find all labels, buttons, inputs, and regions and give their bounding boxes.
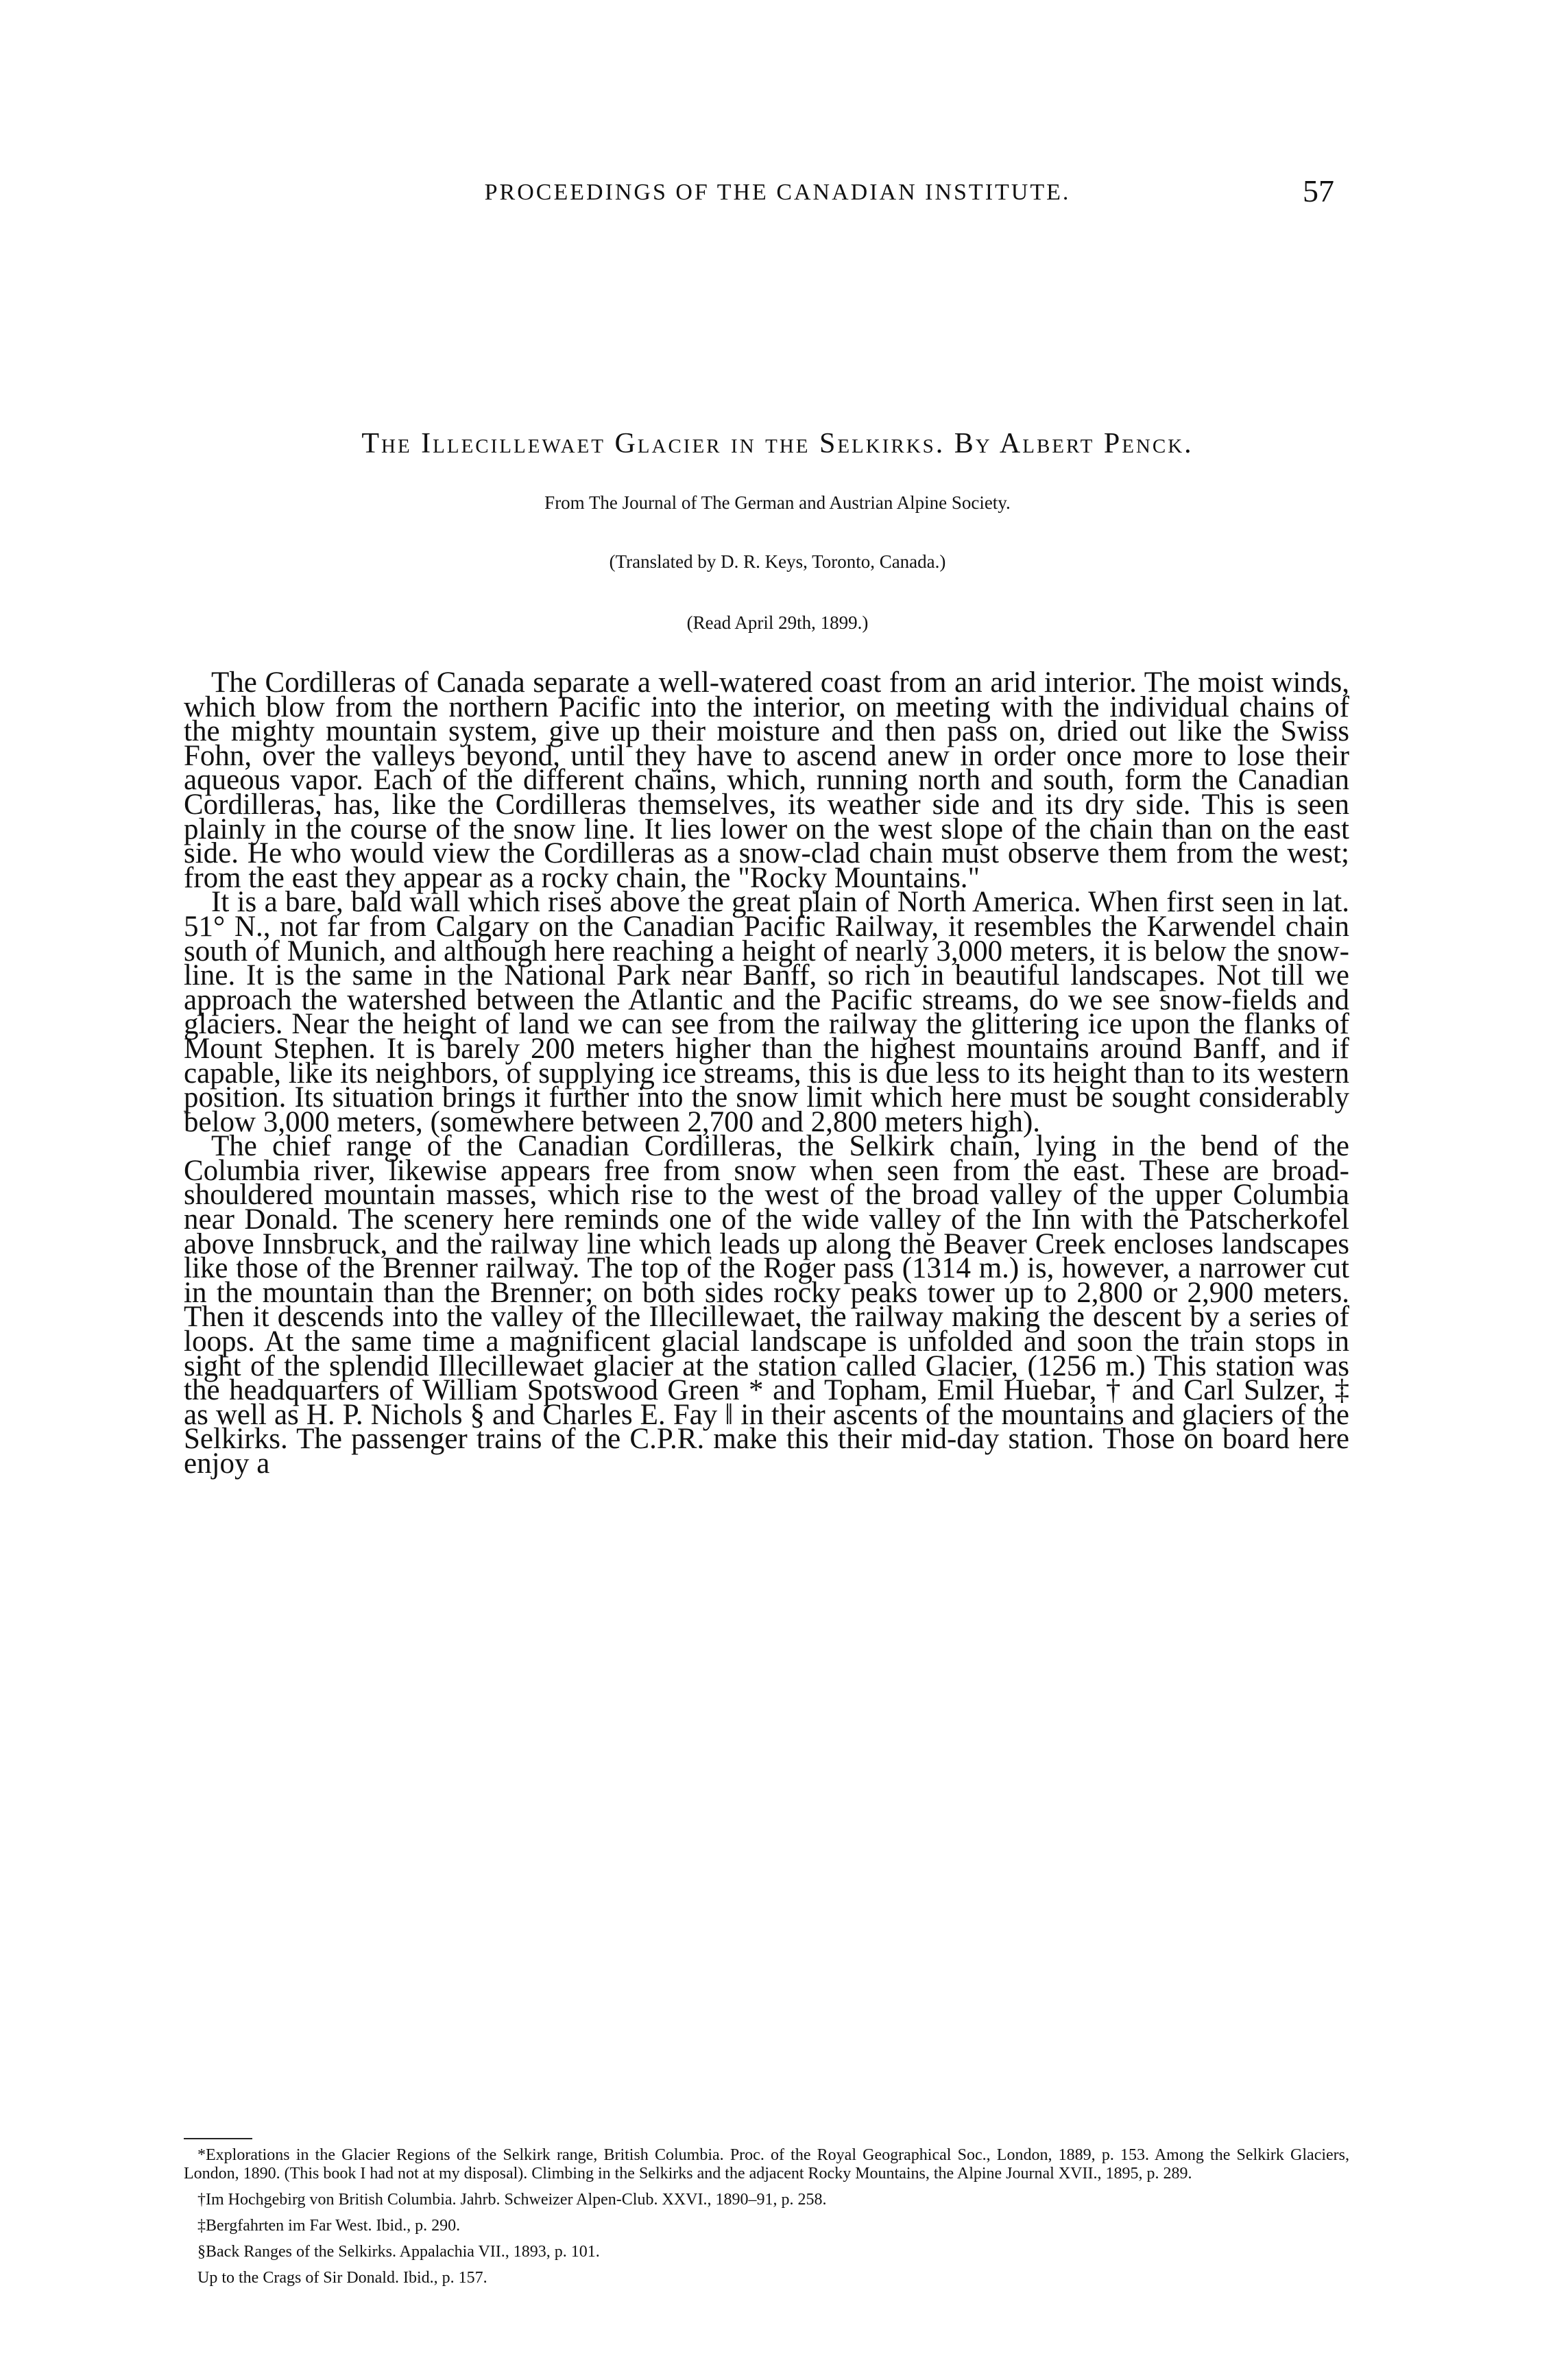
translator-note: (Translated by D. R. Keys, Toronto, Canada.) [609,551,946,572]
paragraph: The chief range of the Canadian Cordilleras, the Selkirk chain, lying in the bend of the Columbia river, likewise appears free from snow when seen from the east. These are broad-shouldered mountain masses, which rise to the west of the broad valley of the upper Columbia near Donald. The scenery here reminds one of the wide valley of the Inn with the Patscherkofel above Innsbruck, and the railway line which leads up along the Beaver Creek encloses landscapes like those of the Brenner railway. The top of the Roger pass (1314 m.) is, however, a narrower cut in the mountain than the Brenner; on both sides rocky peaks tower up to 2,800 or 2,900 meters. Then it descends into the valley of the Illecillewaet, the railway making the descent by a series of loops. At the same time a magnificent glacial landscape is unfolded and soon the train stops in sight of the splendid Illecillewaet glacier at the station called Glacier, (1256 m.) This station was the headquarters of William Spotswood Green * and Topham, Emil Huebar, † and Carl Sulzer, ‡ as well as H. P. Nichols § and Charles E. Fay ‖ in their ascents of the mountains and glaciers of the Selkirks. The passenger trains of the C.P.R. make this their mid-day station. Those on board here enjoy a [184,1130,1349,1480]
paragraph: The Cordilleras of Canada separate a well-watered coast from an arid interior. The moist winds, which blow from the northern Pacific into the interior, on meeting with the individual chains of the mighty mountain system, give up their moisture and then pass on, dried out like the Swiss Fohn, over the valleys beyond, until they have to ascend anew in order once more to lose their aqueous vapor. Each of the different chains, which, running north and south, form the Canadian Cordilleras, has, like the Cordilleras themselves, its weather side and its dry side. This is seen plainly in the course of the snow line. It lies lower on the west slope of the chain than on the east side. He who would view the Cordilleras as a snow-clad chain must observe them from the west; from the east they appear as a rocky chain, the "Rocky Mountains." [184,666,1349,894]
article-title: The Illecillewaet Glacier in the Selkirks. By Albert Penck. [361,428,1194,459]
footnote: †Im Hochgebirg von British Columbia. Jahrb. Schweizer Alpen-Club. XXVI., 1890–91, p. 258. [197,2191,827,2209]
running-head: PROCEEDINGS OF THE CANADIAN INSTITUTE. [484,180,1071,205]
page-number: 57 [1303,173,1334,208]
footnotes [184,2146,1349,2295]
article-source: From The Journal of The German and Austrian Alpine Society. [544,492,1011,513]
footnote: ‡Bergfahrten im Far West. Ibid., p. 290. [197,2217,461,2235]
footnote-divider [184,2138,252,2139]
paragraph: It is a bare, bald wall which rises above the great plain of North America. When first seen in lat. 51° N., not far from Calgary on the Canadian Pacific Railway, it resembles the Karwendel chain south of Munich, and although here reaching a height of nearly 3,000 meters, it is below the snow-line. It is the same in the National Park near Banff, so rich in beautiful landscapes. Not till we approach the watershed between the Atlantic and the Pacific streams, do we see snow-fields and glaciers. Near the height of land we can see from the railway the glittering ice upon the flanks of Mount Stephen. It is barely 200 meters higher than the highest mountains around Banff, and if capable, like its neighbors, of supplying ice streams, this is due less to its height than to its western position. Its situation brings it further into the snow limit which here must be sought considerably below 3,000 meters, (somewhere between 2,700 and 2,800 meters high). [184,886,1349,1138]
footnote: Up to the Crags of Sir Donald. Ibid., p. 157. [197,2269,487,2287]
footnote: §Back Ranges of the Selkirks. Appalachia VII., 1893, p. 101. [197,2243,600,2261]
footnote: *Explorations in the Glacier Regions of the Selkirk range, British Columbia. Proc. of the Royal Geographical Soc., London, 1889, p. 153. Among the Selkirk Glaciers, London, 1890. (This book I had not at my disposal). Climbing in the Selkirks and the adjacent Rocky Mountains, the Alpine Journal XVII., 1895, p. 289. [184,2146,1349,2183]
body-text [184,666,1349,1480]
read-date: (Read April 29th, 1899.) [686,612,869,633]
